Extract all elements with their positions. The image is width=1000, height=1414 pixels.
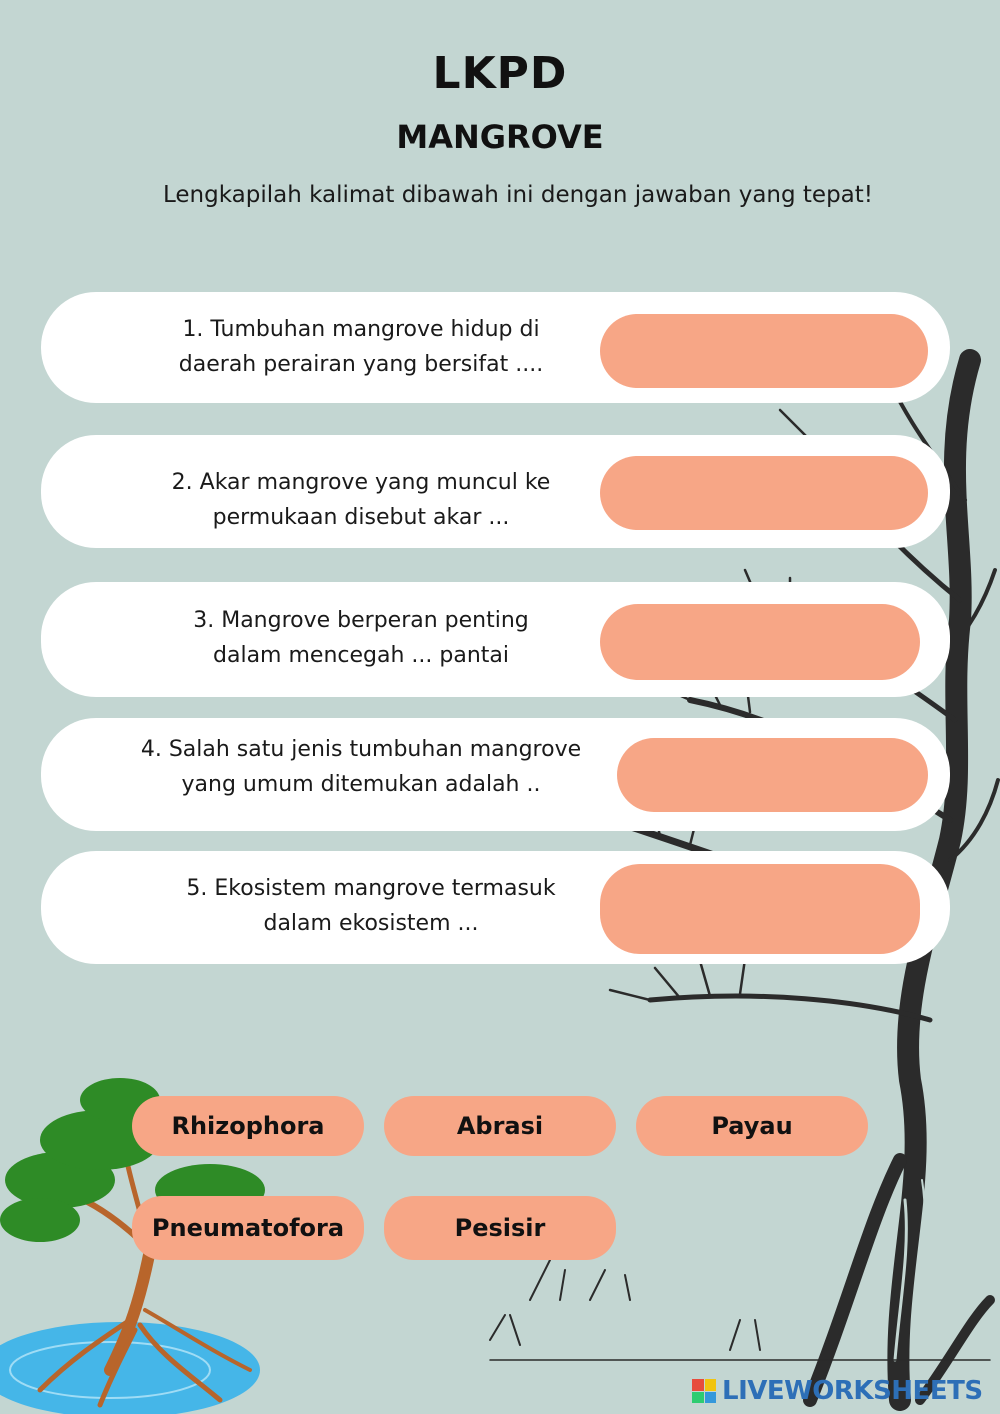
question-card-4 <box>41 718 950 831</box>
answer-input-4[interactable] <box>617 738 928 812</box>
question-card-3 <box>41 582 950 697</box>
question-text-3: 3. Mangrove berperan penting dalam mencegah ... pantai <box>193 608 529 668</box>
question-card-1 <box>41 292 950 403</box>
liveworksheets-brand <box>692 1376 983 1406</box>
option-rhizophora[interactable]: Rhizophora <box>132 1096 364 1156</box>
answer-input-2[interactable] <box>600 456 928 530</box>
option-pneumatofora[interactable]: Pneumatofora <box>132 1196 364 1260</box>
instruction-text: Lengkapilah kalimat dibawah ini dengan jawaban yang tepat! <box>162 182 874 208</box>
question-text-2: 2. Akar mangrove yang muncul ke permukaan disebut akar ... <box>171 470 551 530</box>
option-payau[interactable]: Payau <box>636 1096 868 1156</box>
page-subtitle: MANGROVE <box>396 118 604 156</box>
option-abrasi[interactable]: Abrasi <box>384 1096 616 1156</box>
question-text-1: 1. Tumbuhan mangrove hidup di daerah perairan yang bersifat .... <box>178 317 544 377</box>
answer-input-1[interactable] <box>600 314 928 388</box>
question-text-4: 4. Salah satu jenis tumbuhan mangrove yang umum ditemukan adalah .. <box>140 737 582 797</box>
question-card-2 <box>41 435 950 548</box>
brand-text: LIVEWORKSHEETS <box>722 1376 983 1406</box>
page-title: LKPD <box>432 48 568 99</box>
liveworksheets-logo-icon <box>692 1379 716 1403</box>
option-pesisir[interactable]: Pesisir <box>384 1196 616 1260</box>
answer-input-5[interactable] <box>600 864 920 954</box>
question-text-5: 5. Ekosistem mangrove termasuk dalam ekosistem ... <box>186 876 556 936</box>
answer-input-3[interactable] <box>600 604 920 680</box>
question-card-5 <box>41 851 950 964</box>
